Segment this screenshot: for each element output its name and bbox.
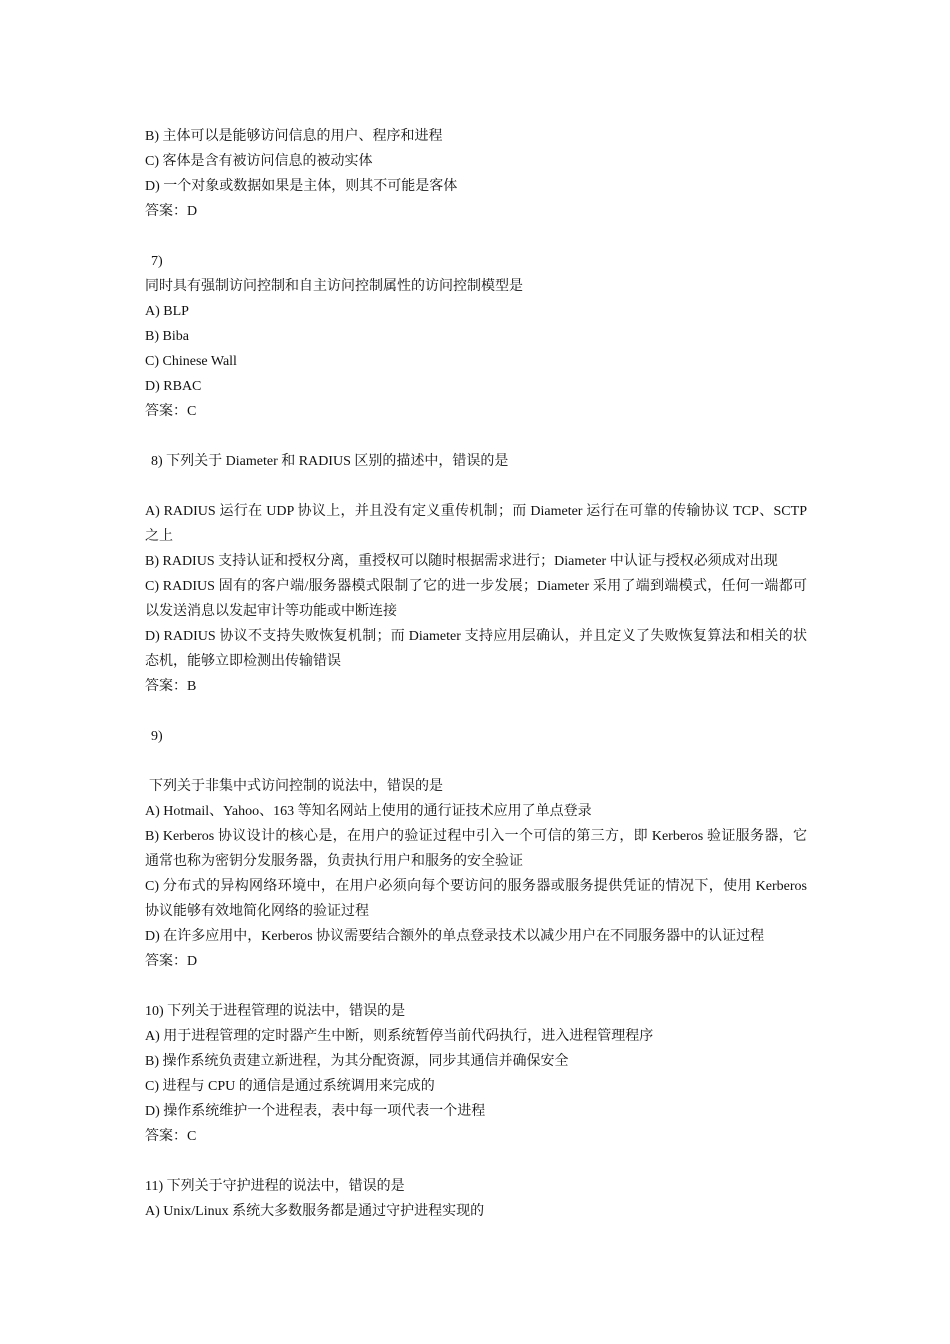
question-9-number: 9)	[151, 729, 163, 744]
spacer	[145, 699, 807, 724]
question-9-text: 下列关于非集中式访问控制的说法中，错误的是	[149, 779, 443, 794]
spacer	[145, 974, 807, 999]
answer: 答案：D	[145, 204, 198, 219]
spacer	[145, 224, 807, 249]
spacer	[145, 1149, 807, 1174]
document-body	[145, 124, 807, 1224]
option-c: C) 客体是含有被访问信息的被动实体	[145, 154, 373, 169]
question-9-option-c: C) 分布式的异构网络环境中，在用户必须向每个要访问的服务器或服务提供凭证的情况下，使用 Kerberos 协议能够有效地简化网络的验证过程	[145, 879, 807, 919]
question-8-answer: 答案：B	[145, 679, 197, 694]
option-d: D) 一个对象或数据如果是主体，则其不可能是客体	[145, 179, 458, 194]
question-10-option-a: A) 用于进程管理的定时器产生中断，则系统暂停当前代码执行，进入进程管理程序	[145, 1029, 654, 1044]
question-7-answer: 答案：C	[145, 404, 197, 419]
spacer	[145, 424, 807, 449]
question-9-option-a: A) Hotmail、Yahoo、163 等知名网站上使用的通行证技术应用了单点登录	[145, 804, 592, 819]
question-9-answer: 答案：D	[145, 954, 198, 969]
question-8-option-b: B) RADIUS 支持认证和授权分离，重授权可以随时根据需求进行；Diameter 中认证与授权必须成对出现	[145, 554, 778, 569]
question-10-option-b: B) 操作系统负责建立新进程，为其分配资源，同步其通信并确保安全	[145, 1054, 569, 1069]
question-8-option-a: A) RADIUS 运行在 UDP 协议上，并且没有定义重传机制；而 Diameter 运行在可靠的传输协议 TCP、SCTP 之上	[145, 504, 807, 544]
spacer	[145, 474, 807, 499]
question-7-option-b: B) Biba	[145, 329, 189, 344]
question-7-text: 同时具有强制访问控制和自主访问控制属性的访问控制模型是	[145, 279, 523, 294]
question-7-option-d: D) RBAC	[145, 379, 202, 394]
question-7-option-c: C) Chinese Wall	[145, 354, 237, 369]
question-9-option-d: D) 在许多应用中，Kerberos 协议需要结合额外的单点登录技术以减少用户在不同服务器中的认证过程	[145, 929, 765, 944]
question-10-option-d: D) 操作系统维护一个进程表，表中每一项代表一个进程	[145, 1104, 486, 1119]
question-7-number: 7)	[151, 254, 163, 269]
question-10-text: 10) 下列关于进程管理的说法中，错误的是	[145, 1004, 406, 1019]
question-8-option-d: D) RADIUS 协议不支持失败恢复机制；而 Diameter 支持应用层确认，并且定义了失败恢复算法和相关的状态机，能够立即检测出传输错误	[145, 629, 807, 669]
question-8-option-c: C) RADIUS 固有的客户端/服务器模式限制了它的进一步发展；Diameter 采用了端到端模式，任何一端都可以发送消息以发起审计等功能或中断连接	[145, 579, 807, 619]
question-8-text: 8) 下列关于 Diameter 和 RADIUS 区别的描述中，错误的是	[151, 454, 509, 469]
question-10-answer: 答案：C	[145, 1129, 197, 1144]
question-10-option-c: C) 进程与 CPU 的通信是通过系统调用来完成的	[145, 1079, 435, 1094]
question-11-option-a: A) Unix/Linux 系统大多数服务都是通过守护进程实现的	[145, 1204, 485, 1219]
spacer	[145, 749, 807, 774]
question-11-text: 11) 下列关于守护进程的说法中，错误的是	[145, 1179, 405, 1194]
question-7-option-a: A) BLP	[145, 304, 189, 319]
question-9-option-b: B) Kerberos 协议设计的核心是，在用户的验证过程中引入一个可信的第三方，即 Kerberos 验证服务器，它通常也称为密钥分发服务器，负责执行用户和服务的安全验证	[145, 829, 807, 869]
option-b: B) 主体可以是能够访问信息的用户、程序和进程	[145, 129, 443, 144]
